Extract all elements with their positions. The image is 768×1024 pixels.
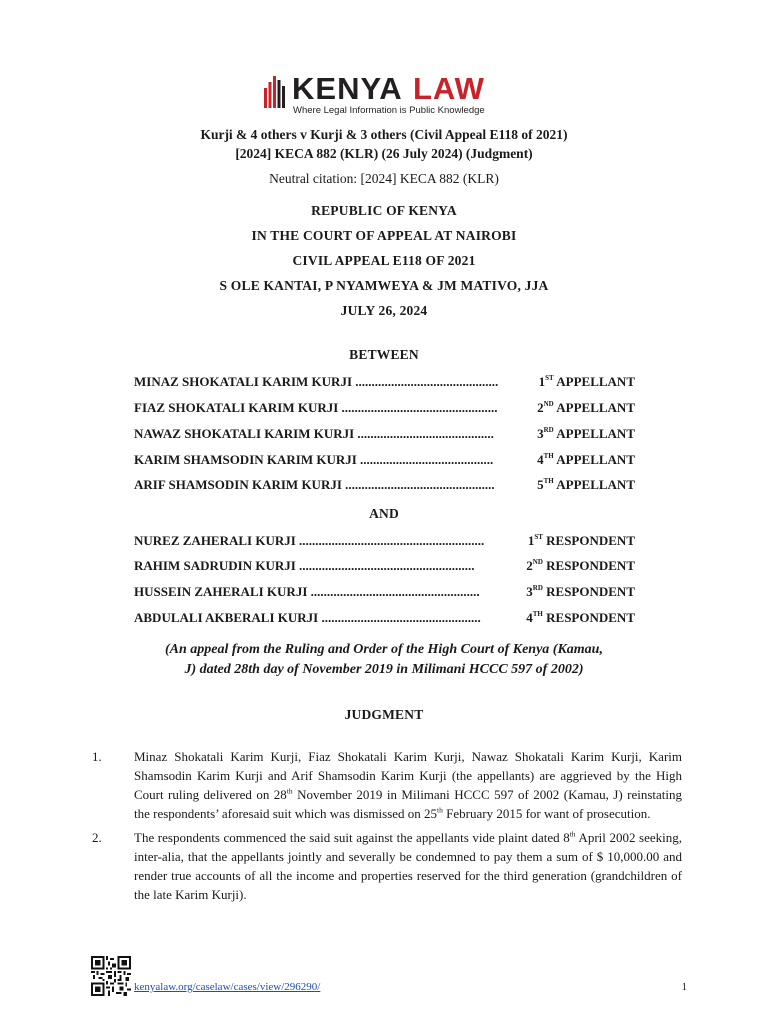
party-name: HUSSEIN ZAHERALI KURJI .................................................... [134, 584, 480, 599]
party-role: 5TH APPELLANT [537, 476, 635, 492]
logo-tagline: Where Legal Information is Public Knowledge [293, 105, 485, 116]
paragraph-number: 1. [92, 749, 102, 764]
between-heading: BETWEEN [349, 347, 419, 362]
case-title-line2: [2024] KECA 882 (KLR) (26 July 2024) (Judgment) [235, 146, 533, 161]
party-row-appellant [134, 400, 635, 418]
party-role: 2ND APPELLANT [537, 399, 635, 415]
party-name: NAWAZ SHOKATALI KARIM KURJI .......................................... [134, 426, 494, 441]
judges-heading: S OLE KANTAI, P NYAMWEYA & JM MATIVO, JJA [219, 278, 549, 293]
party-role: 1ST RESPONDENT [527, 532, 635, 548]
party-name: ARIF SHAMSODIN KARIM KURJI .............................................. [134, 477, 495, 492]
judgment-paragraph [92, 747, 682, 825]
party-role: 4TH RESPONDENT [526, 609, 635, 625]
case-heading: CIVIL APPEAL E118 OF 2021 [292, 253, 476, 268]
date-heading: JULY 26, 2024 [340, 303, 428, 318]
party-row-appellant [134, 452, 635, 470]
paragraph-text: The respondents commenced the said suit against the appellants vide plaint dated 8th April 2002 seeking, inter-alia, that the appellants jointly and severally be condemned to pay them a sum of $ 10,000.00 and render true accounts of all the income and properties reserved for the third generation (grandchildren of the late Karim Kurji). [134, 829, 682, 902]
case-title-line1: Kurji & 4 others v Kurji & 3 others (Civil Appeal E118 of 2021) [200, 127, 568, 142]
brand-kenya: KENYA [292, 71, 403, 106]
party-role: 1ST APPELLANT [538, 373, 635, 389]
party-role: 2ND RESPONDENT [526, 557, 635, 573]
party-row-respondent [134, 584, 635, 602]
party-role: 4TH APPELLANT [537, 451, 635, 467]
party-name: RAHIM SADRUDIN KURJI ...................................................... [134, 558, 475, 573]
party-row-appellant [134, 426, 635, 444]
judgment-paragraph [92, 828, 682, 906]
party-row-respondent [134, 610, 635, 628]
court-heading: IN THE COURT OF APPEAL AT NAIROBI [251, 228, 517, 243]
page-number: 1 [681, 981, 687, 993]
qr-code-icon [91, 956, 131, 996]
judgment-heading: JUDGMENT [344, 707, 424, 722]
brand-law: LAW [413, 71, 485, 106]
party-role: 3RD RESPONDENT [526, 583, 635, 599]
party-role: 3RD APPELLANT [537, 425, 635, 441]
neutral-citation: Neutral citation: [2024] KECA 882 (KLR) [269, 171, 499, 186]
appeal-note-line1: (An appeal from the Ruling and Order of the High Court of Kenya (Kamau, [165, 642, 603, 657]
case-url-link[interactable]: kenyalaw.org/caselaw/cases/view/296290/ [134, 981, 321, 993]
and-heading: AND [369, 506, 399, 521]
republic-heading: REPUBLIC OF KENYA [311, 203, 457, 218]
appeal-note [100, 640, 668, 680]
party-name: ABDULALI AKBERALI KURJI ................................................. [134, 610, 481, 625]
pillars-icon [264, 74, 288, 108]
kenya-law-logo [264, 70, 514, 116]
appeal-note-line2: J) dated 28th day of November 2019 in Milimani HCCC 597 of 2002) [184, 662, 584, 677]
party-row-respondent [134, 558, 635, 576]
party-row-appellant [134, 374, 635, 392]
party-row-appellant [134, 477, 635, 495]
party-row-respondent [134, 533, 635, 551]
party-name: MINAZ SHOKATALI KARIM KURJI ............................................ [134, 374, 499, 389]
party-name: NUREZ ZAHERALI KURJI ......................................................... [134, 533, 485, 548]
paragraph-number: 2. [92, 830, 102, 845]
party-name: KARIM SHAMSODIN KARIM KURJI ......................................... [134, 452, 494, 467]
paragraph-text: Minaz Shokatali Karim Kurji, Fiaz Shokatali Karim Kurji, Nawaz Shokatali Karim Kurji, Karim Shamsodin Karim Kurji and Arif Shamsodin Karim Kurji (the appellants) are aggrieved by the High Court ruling delivered on 28th November 2019 in Milimani HCCC 597 of 2002 (Kamau, J) reinstating the respondents’ aforesaid suit which was dismissed on 25th February 2015 for want of prosecution. [134, 749, 683, 821]
party-name: FIAZ SHOKATALI KARIM KURJI ................................................ [134, 400, 498, 415]
